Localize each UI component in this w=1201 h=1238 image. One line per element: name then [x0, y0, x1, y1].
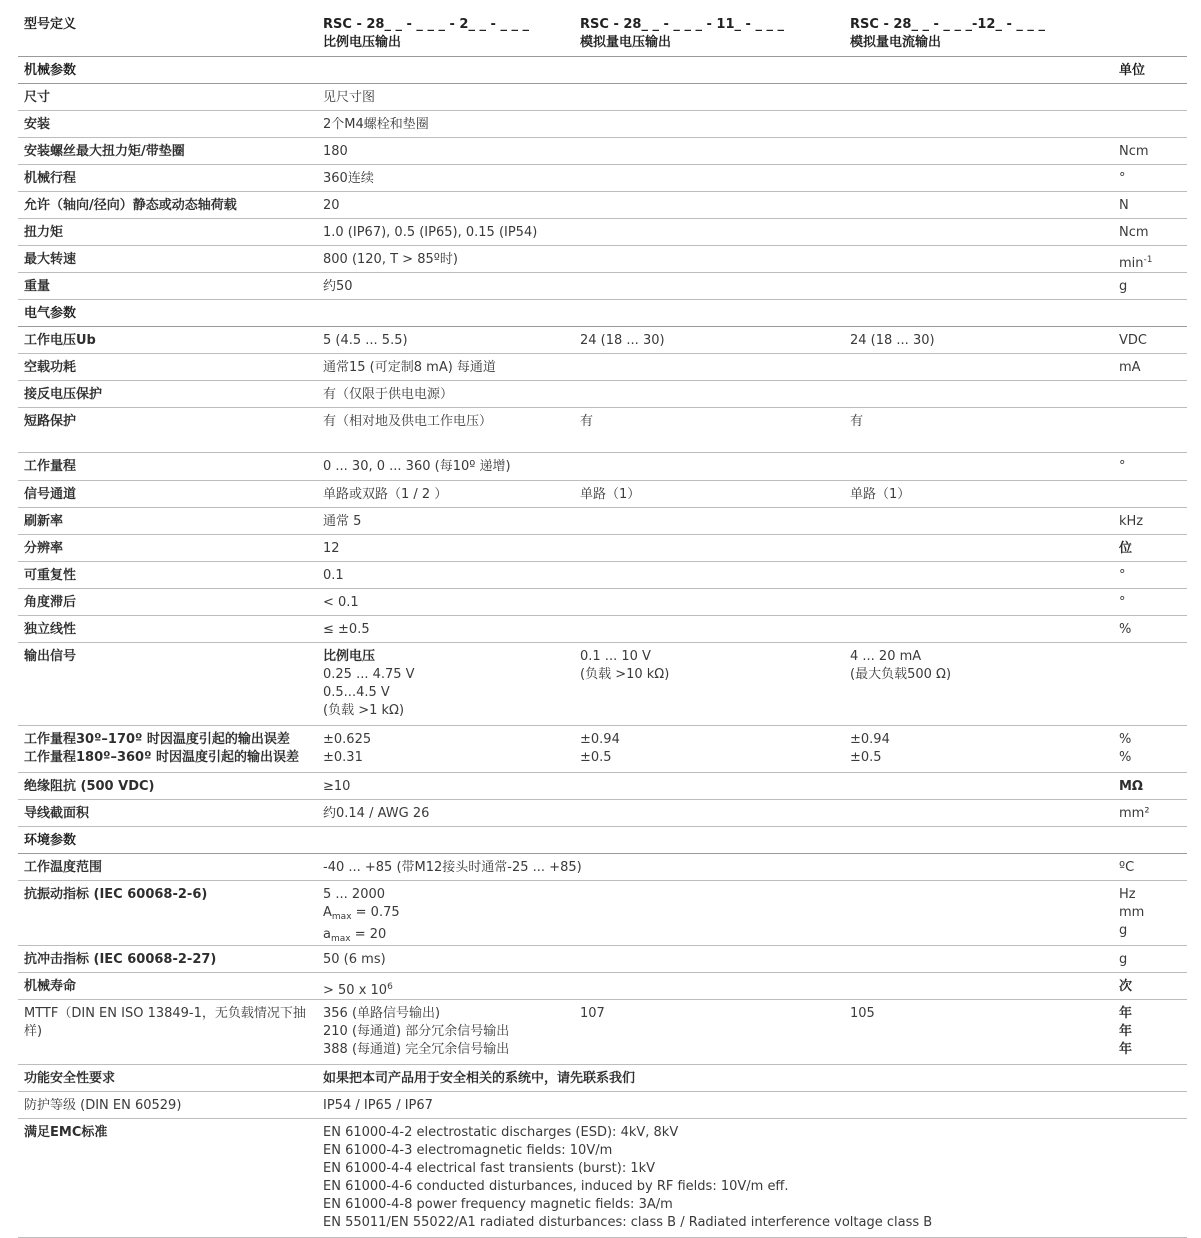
table-row [18, 273, 1187, 300]
row-value-col1 [323, 1005, 509, 1059]
row-value-col1: 单路或双路（1 / 2 ） [323, 487, 448, 502]
row-value-col2: 单路（1） [580, 487, 641, 502]
table-row [18, 453, 1187, 481]
unit-line: % [1119, 732, 1132, 747]
row-label: 重量 [24, 279, 51, 294]
output-line: (负载 >1 kΩ) [323, 703, 405, 718]
row-value: 通常 5 [323, 514, 362, 529]
row-label: 短路保护 [24, 414, 77, 429]
row-unit: ºC [1119, 860, 1135, 875]
row-unit: % [1119, 622, 1132, 637]
row-label: 角度滞后 [24, 595, 77, 610]
table-row [18, 800, 1187, 827]
header-col1 [323, 16, 529, 52]
unit-line: mm [1119, 905, 1145, 920]
row-label: 安装 [24, 117, 51, 132]
row-label: 防护等级 (DIN EN 60529) [24, 1098, 182, 1113]
row-value: 1.0 (IP67), 0.5 (IP65), 0.15 (IP54) [323, 225, 538, 240]
emc-line: EN 61000-4-6 conducted disturbances, induced by RF fields: 10V/m eff. [323, 1179, 789, 1194]
col3-desc: 模拟量电流输出 [850, 35, 942, 50]
col3-code: RSC - 28_ _ - _ _ _-12_ - _ _ _ [850, 17, 1045, 32]
table-row [18, 562, 1187, 589]
col2-code: RSC - 28_ _ - _ _ _ - 11_ - _ _ _ [580, 17, 785, 32]
label-line: 工作量程30º–170º 时因温度引起的输出误差 [24, 732, 290, 747]
value-line: 388 (每通道) 完全冗余信号输出 [323, 1042, 510, 1057]
row-value: 约0.14 / AWG 26 [323, 806, 430, 821]
emc-line: EN 61000-4-4 electrical fast transients (burst): 1kV [323, 1161, 656, 1176]
row-label: 工作量程 [24, 459, 77, 474]
value-line: 5 ... 2000 [323, 887, 386, 902]
row-value-col1 [323, 731, 371, 767]
table-row [18, 1092, 1187, 1119]
section-title-mech: 机械参数 [24, 63, 77, 78]
row-value: 800 (120, T > 85º时) [323, 252, 458, 267]
row-value: 360连续 [323, 171, 374, 186]
symbol-subscript: max [331, 912, 352, 922]
table-row [18, 481, 1187, 508]
row-value: 见尺寸图 [323, 90, 376, 105]
row-value [323, 886, 400, 948]
table-row [18, 246, 1187, 273]
table-row [18, 1065, 1187, 1092]
row-label: 扭力矩 [24, 225, 64, 240]
table-row [18, 354, 1187, 381]
header-col2 [580, 16, 784, 52]
table-row [18, 192, 1187, 219]
table-row [18, 1119, 1187, 1238]
header-label: 型号定义 [24, 17, 77, 32]
row-value-col3: 24 (18 ... 30) [850, 333, 935, 348]
unit-header: 单位 [1119, 63, 1146, 78]
row-value: ≤ ±0.5 [323, 622, 370, 637]
section-row-elec [18, 300, 1187, 327]
value-line: ±0.625 [323, 732, 372, 747]
row-label: 允许（轴向/径向）静态或动态轴荷载 [24, 198, 237, 213]
row-label: 抗冲击指标 (IEC 60068-2-27) [24, 952, 217, 967]
output-line: 比例电压 [323, 649, 376, 664]
row-label: 工作电压Ub [24, 333, 96, 348]
row-label: 接反电压保护 [24, 387, 103, 402]
table-row [18, 408, 1187, 453]
unit-line: g [1119, 923, 1128, 938]
table-row [18, 616, 1187, 643]
row-unit: ° [1119, 459, 1126, 474]
table-row [18, 854, 1187, 881]
row-unit [1119, 731, 1131, 767]
header-row [18, 0, 1187, 57]
row-value-col2: 有 [580, 414, 594, 429]
row-value: 12 [323, 541, 340, 556]
row-value-col1: 有（相对地及供电工作电压） [323, 414, 493, 429]
row-unit: VDC [1119, 333, 1147, 348]
output-line: 0.1 ... 10 V [580, 649, 651, 664]
value-line: 210 (每通道) 部分冗余信号输出 [323, 1024, 510, 1039]
col2-desc: 模拟量电压输出 [580, 35, 672, 50]
row-value-col3: 有 [850, 414, 864, 429]
row-unit: ° [1119, 595, 1126, 610]
table-row [18, 138, 1187, 165]
emc-line: EN 61000-4-8 power frequency magnetic fields: 3A/m [323, 1197, 673, 1212]
row-label: 满足EMC标准 [24, 1125, 108, 1140]
output-line: (最大负载500 Ω) [850, 667, 952, 682]
row-value-col2: 107 [580, 1006, 605, 1021]
row-unit [1119, 1005, 1132, 1059]
row-unit: mA [1119, 360, 1141, 375]
table-row [18, 381, 1187, 408]
row-unit: g [1119, 279, 1128, 294]
row-label [24, 731, 319, 767]
row-value-col1 [323, 648, 415, 720]
row-value: 180 [323, 144, 348, 159]
symbol: a [323, 927, 331, 942]
table-row [18, 589, 1187, 616]
section-row-env [18, 827, 1187, 854]
label-line: 工作量程180º–360º 时因温度引起的输出误差 [24, 750, 299, 765]
row-unit: N [1119, 198, 1129, 213]
section-row-mech [18, 57, 1187, 84]
row-value: 20 [323, 198, 340, 213]
value-line: 356 (单路信号输出) [323, 1006, 441, 1021]
row-unit: 次 [1119, 979, 1133, 994]
row-unit: Ncm [1119, 225, 1149, 240]
row-value: 50 (6 ms) [323, 952, 386, 967]
row-label: 可重复性 [24, 568, 77, 583]
table-row [18, 111, 1187, 138]
value-line: ±0.94 [850, 732, 890, 747]
row-unit: g [1119, 952, 1128, 967]
table-row [18, 1000, 1187, 1065]
row-value-col3: 105 [850, 1006, 875, 1021]
row-unit: MΩ [1119, 779, 1143, 794]
row-label: 机械寿命 [24, 979, 77, 994]
table-row [18, 726, 1187, 773]
value-line: ±0.5 [580, 750, 612, 765]
row-value: -40 ... +85 (带M12接头时通常-25 ... +85) [323, 860, 582, 875]
table-row [18, 946, 1187, 973]
unit-line: 年 [1119, 1006, 1133, 1021]
unit-line: 年 [1119, 1024, 1133, 1039]
row-label: 绝缘阻抗 (500 VDC) [24, 779, 155, 794]
col1-code: RSC - 28_ _ - _ _ _ - 2_ _ - _ _ _ [323, 17, 529, 32]
row-value-col2 [580, 648, 669, 684]
row-value-col3 [850, 731, 890, 767]
section-title-elec: 电气参数 [24, 306, 77, 321]
row-label: 工作温度范围 [24, 860, 103, 875]
row-value: ≥10 [323, 779, 351, 794]
value-line [323, 904, 400, 926]
row-value: < 0.1 [323, 595, 359, 610]
output-line: 0.5...4.5 V [323, 685, 390, 700]
row-value: 如果把本司产品用于安全相关的系统中，请先联系我们 [323, 1071, 636, 1086]
row-value: 2个M4螺栓和垫圈 [323, 117, 429, 132]
value-line: ±0.5 [850, 750, 882, 765]
header-col3 [850, 16, 1045, 52]
table-row [18, 643, 1187, 726]
value-line: ±0.31 [323, 750, 363, 765]
row-value: 约50 [323, 279, 353, 294]
spec-table [18, 0, 1187, 1238]
col1-desc: 比例电压输出 [323, 35, 402, 50]
emc-line: EN 55011/EN 55022/A1 radiated disturbances: class B / Radiated interference voltage class B [323, 1215, 933, 1230]
row-label: 最大转速 [24, 252, 77, 267]
row-unit: ° [1119, 171, 1126, 186]
unit-line: % [1119, 750, 1132, 765]
table-row [18, 219, 1187, 246]
row-label: 抗振动指标 (IEC 60068-2-6) [24, 887, 208, 902]
output-line: (负载 >10 kΩ) [580, 667, 670, 682]
table-row [18, 535, 1187, 562]
row-label: 独立线性 [24, 622, 77, 637]
row-label: 导线截面积 [24, 806, 90, 821]
row-label: 尺寸 [24, 90, 51, 105]
row-label: 安装螺丝最大扭力矩/带垫圈 [24, 144, 185, 159]
row-value-col3: 单路（1） [850, 487, 911, 502]
table-row [18, 881, 1187, 946]
symbol-value: = 20 [350, 927, 387, 942]
unit-base: min [1119, 256, 1144, 271]
symbol: A [323, 905, 332, 920]
table-row [18, 84, 1187, 111]
row-value-col3 [850, 648, 951, 684]
row-unit: Ncm [1119, 144, 1149, 159]
row-unit: mm² [1119, 806, 1150, 821]
unit-sup: -1 [1143, 255, 1153, 265]
table-row [18, 773, 1187, 800]
symbol-value: = 0.75 [351, 905, 400, 920]
row-value [323, 1124, 932, 1232]
emc-line: EN 61000-4-3 electromagnetic fields: 10V/m [323, 1143, 613, 1158]
table-row [18, 973, 1187, 1000]
row-value-col2 [580, 731, 620, 767]
row-unit: kHz [1119, 514, 1144, 529]
table-row [18, 508, 1187, 535]
row-unit [1119, 886, 1144, 940]
row-value: 0.1 [323, 568, 344, 583]
row-value: 有（仅限于供电电源） [323, 387, 454, 402]
output-line: 0.25 ... 4.75 V [323, 667, 415, 682]
row-label: 机械行程 [24, 171, 77, 186]
row-label: 刷新率 [24, 514, 64, 529]
row-label: MTTF（DIN EN ISO 13849-1，无负载情况下抽样) [24, 1006, 306, 1039]
unit-line: 年 [1119, 1042, 1133, 1057]
row-value: 通常15 (可定制8 mA) 每通道 [323, 360, 496, 375]
row-value: IP54 / IP65 / IP67 [323, 1098, 433, 1113]
section-title-env: 环境参数 [24, 833, 77, 848]
table-row [18, 165, 1187, 192]
value-base: > 50 x 10 [323, 983, 388, 998]
table-row [18, 327, 1187, 354]
row-label: 信号通道 [24, 487, 77, 502]
row-value: 0 ... 30, 0 ... 360 (每10º 递增) [323, 459, 511, 474]
row-label: 空载功耗 [24, 360, 77, 375]
row-value-col2: 24 (18 ... 30) [580, 333, 665, 348]
row-label: 输出信号 [24, 649, 77, 664]
row-unit: ° [1119, 568, 1126, 583]
row-unit: 位 [1119, 541, 1133, 556]
row-value [323, 978, 393, 1000]
emc-line: EN 61000-4-2 electrostatic discharges (ESD): 4kV, 8kV [323, 1125, 679, 1140]
symbol-subscript: max [330, 934, 351, 944]
value-exponent: 6 [387, 982, 393, 992]
row-value-col1: 5 (4.5 ... 5.5) [323, 333, 408, 348]
row-unit [1119, 251, 1153, 273]
value-line [323, 926, 400, 948]
value-line: ±0.94 [580, 732, 620, 747]
row-label: 分辨率 [24, 541, 64, 556]
row-label: 功能安全性要求 [24, 1071, 116, 1086]
unit-line: Hz [1119, 887, 1136, 902]
output-line: 4 ... 20 mA [850, 649, 922, 664]
